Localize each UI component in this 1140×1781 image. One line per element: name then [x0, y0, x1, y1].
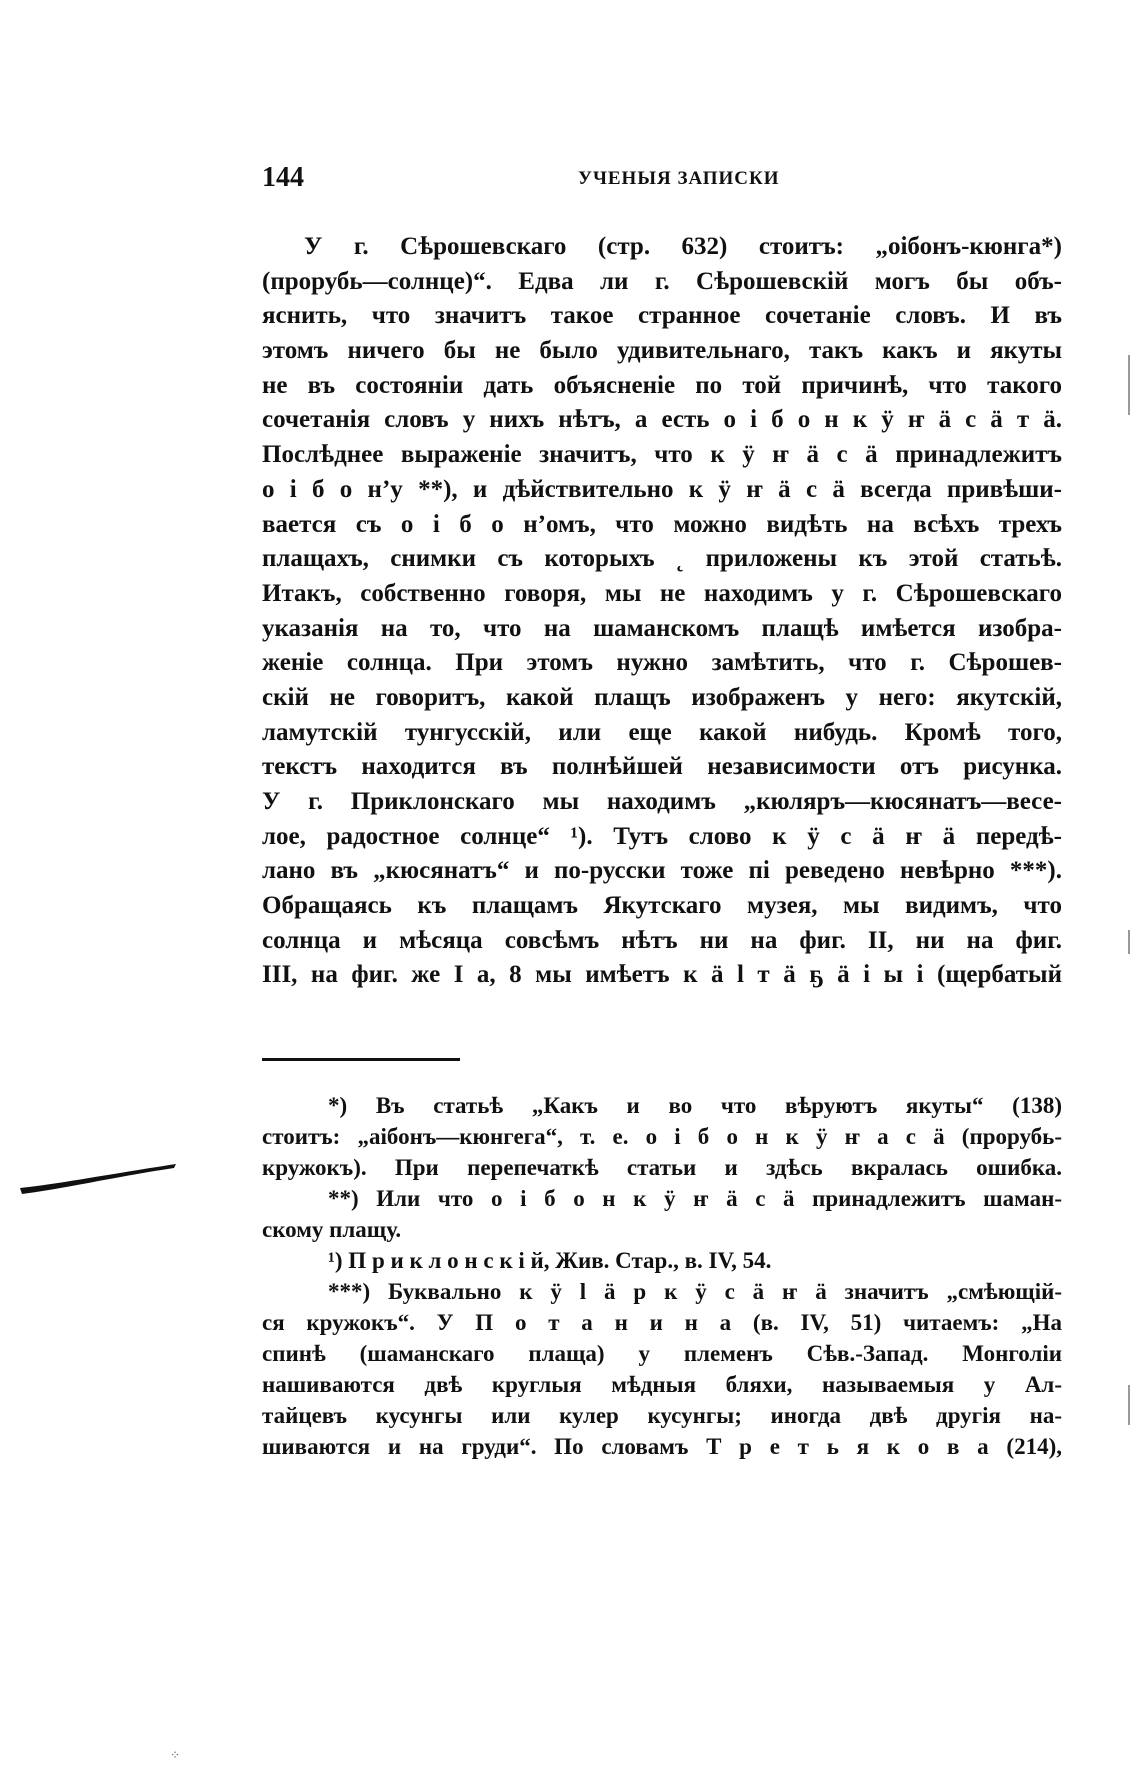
- text-line: У г. Сѣрошевскаго (стр. 632) стоитъ: „оібонъ-кюнга*): [304, 233, 1062, 260]
- footnote-line: скому плащу.: [262, 1217, 402, 1242]
- text-line: о і б о н’у **), и дѣйствительно к ӱ ҥ ӓ с ӓ всегда привѣши-: [262, 475, 1062, 503]
- page-header: [262, 162, 1062, 202]
- text-line: сочетанія словъ у нихъ нѣтъ, а есть о і б о н к ӱ ҥ ӓ с ӓ т ӓ.: [262, 406, 1062, 434]
- text-line: не въ состояніи дать объясненіе по той причинѣ, что такого: [262, 371, 1062, 399]
- text-line: плащахъ, снимки съ которыхъ ˛ приложены къ этой статьѣ.: [262, 545, 1062, 573]
- text-line: вается съ о і б о н’омъ, что можно видѣть на всѣхъ трехъ: [262, 510, 1062, 538]
- text-line: Обращаясь къ плащамъ Якутскаго музея, мы видимъ, что: [262, 892, 1062, 920]
- footnote-line: ся кружокъ“. У П о т а н и н а (в. IV, 51) читаемъ: „На: [262, 1310, 1062, 1335]
- text-line: лое, радостное солнце“ ¹). Тутъ слово к ӱ с ӓ ҥ ӓ передѣ-: [262, 822, 1062, 850]
- text-line: ламутскій тунгусскій, или еще какой нибудь. Кромѣ того,: [262, 718, 1062, 746]
- main-text: [262, 230, 1062, 993]
- footnote-line: **) Или что о і б о н к ӱ ҥ ӓ с ӓ принадлежитъ шаман-: [328, 1186, 1062, 1211]
- footnote-line: *) Въ статьѣ „Какъ и во что вѣруютъ якуты“ (138): [328, 1093, 1062, 1118]
- scan-edge-mark: [1128, 1385, 1130, 1425]
- text-line: текстъ находится въ полнѣйшей независимости отъ рисунка.: [262, 753, 1062, 781]
- scan-edge-mark: [1128, 930, 1130, 954]
- text-line: указанія на то, что на шаманскомъ плащѣ имѣется изобра-: [262, 614, 1062, 642]
- scan-edge-mark: [1128, 355, 1130, 415]
- footnote-separator: [262, 1058, 460, 1061]
- footnote-line: кружокъ). При перепечаткѣ статьи и здѣсь вкралась ошибка.: [262, 1155, 1062, 1180]
- running-title: УЧЕНЫЯ ЗАПИСКИ: [578, 168, 780, 189]
- scan-speck: ⁘: [170, 1748, 181, 1762]
- footnote-line: ¹) П р и к л о н с к і й, Жив. Стар., в. IV, 54.: [328, 1248, 772, 1273]
- text-line: (прорубь—солнце)“. Едва ли г. Сѣрошевскій могъ бы объ-: [262, 267, 1062, 295]
- text-line: яснить, что значитъ такое странное сочетаніе словъ. И въ: [262, 302, 1062, 330]
- text-line: женіе солнца. При этомъ нужно замѣтить, что г. Сѣрошев-: [262, 649, 1062, 677]
- text-line: Итакъ, собственно говоря, мы не находимъ у г. Сѣрошевскаго: [262, 579, 1062, 607]
- text-line: Послѣднее выраженіе значитъ, что к ӱ ҥ ӓ с ӓ принадлежитъ: [262, 441, 1062, 469]
- page-number: 144: [262, 162, 304, 193]
- footnote-line: нашиваются двѣ круглыя мѣдныя бляхи, называемыя у Ал-: [262, 1372, 1062, 1397]
- margin-pencil-stroke: [18, 1160, 178, 1200]
- footnotes: [262, 1090, 1062, 1462]
- text-line: III, на фиг. же I а, 8 мы имѣетъ к ӓ l т ӓ ҕ ӓ і ы і (щербатый: [262, 961, 1062, 989]
- text-line: скій не говоритъ, какой плащъ изображенъ у него: якутскій,: [262, 683, 1062, 711]
- text-line: лано въ „кюсянатъ“ и по-русски тоже пі реведено невѣрно ***).: [262, 857, 1062, 885]
- footnote-line: спинѣ (шаманскаго плаща) у племенъ Сѣв.-Запад. Монголіи: [262, 1341, 1062, 1366]
- footnote-line: тайцевъ кусунгы или кулер кусунгы; иногда двѣ другія на-: [262, 1403, 1062, 1428]
- footnote-line: ***) Буквально к ӱ l ӓ р к ӱ с ӓ ҥ ӓ значитъ „смѣющій-: [328, 1279, 1062, 1304]
- footnote-line: стоитъ: „аібонъ—кюнгега“, т. е. о і б о н к ӱ ҥ а с ӓ (прорубь-: [262, 1124, 1062, 1149]
- footnote-line: шиваются и на груди“. По словамъ Т р е т ь я к о в а (214),: [262, 1434, 1062, 1459]
- text-line: солнца и мѣсяца совсѣмъ нѣтъ ни на фиг. II, ни на фиг.: [262, 926, 1062, 954]
- text-line: У г. Приклонскаго мы находимъ „кюляръ—кюсянатъ—весе-: [262, 788, 1062, 815]
- text-line: этомъ ничего бы не было удивительнаго, такъ какъ и якуты: [262, 337, 1062, 365]
